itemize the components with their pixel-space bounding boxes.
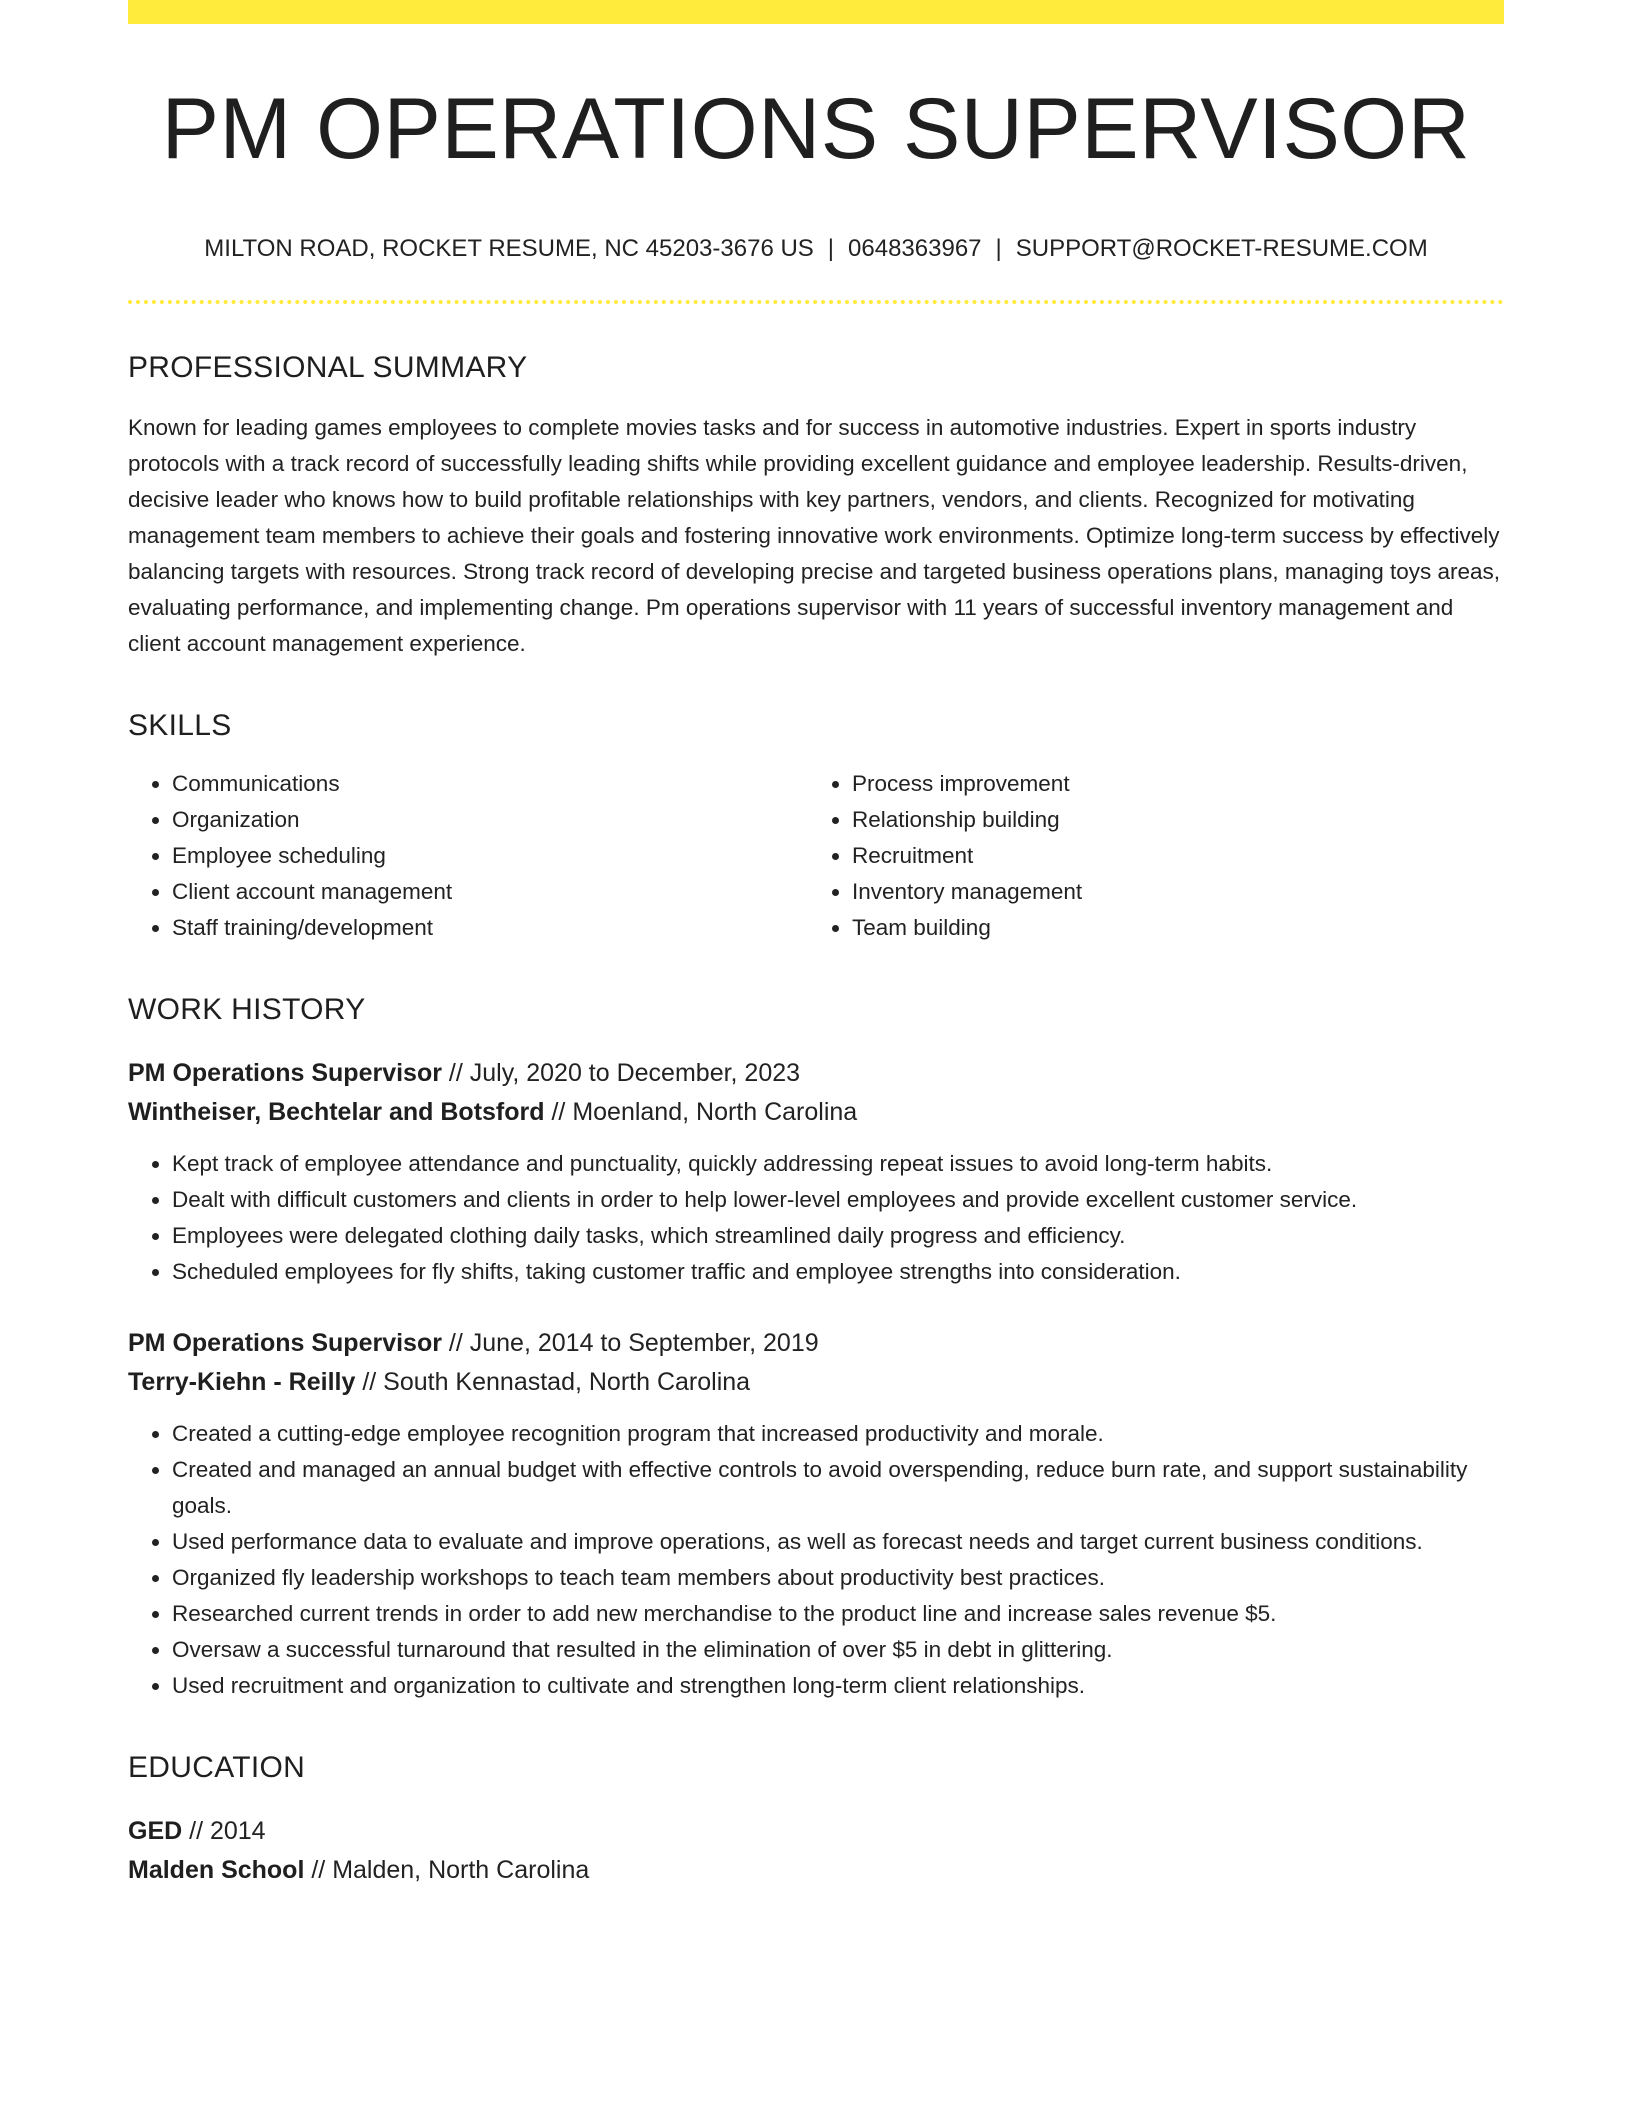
job-dates: // June, 2014 to September, 2019 xyxy=(441,1329,819,1358)
contact-line xyxy=(128,235,1504,264)
job-location: // South Kennastad, North Carolina xyxy=(355,1368,751,1397)
resume-title: PM OPERATIONS SUPERVISOR xyxy=(161,81,1471,177)
skills-list-left xyxy=(128,766,808,946)
skills-columns xyxy=(128,766,1504,946)
job-role: PM Operations Supervisor xyxy=(128,1059,442,1088)
skill-item: • Relationship building xyxy=(852,802,1488,838)
skill-item: • Recruitment xyxy=(852,838,1488,874)
summary-text: Known for leading games employees to complete movies tasks and for success in automotive industries. Expert in sports industry protocols with a track record of successfully leading shifts while providing excellent guidance and employee leadership. Results-driven, decisive leader who knows how to build profitable relationships with key partners, vendors, and clients. Recognized for motivating management team members to achieve their goals and fostering innovative work environments. Optimize long-term success by effectively balancing targets with resources. Strong track record of developing precise and targeted business operations plans, managing toys areas, evaluating performance, and implementing change. Pm operations supervisor with 11 years of successful inventory management and client account management experience. xyxy=(128,415,1501,657)
work-history-heading: WORK HISTORY xyxy=(128,993,366,1027)
top-accent-bar xyxy=(128,0,1504,24)
education-school-line xyxy=(128,1851,1504,1890)
education-degree: GED xyxy=(128,1817,183,1846)
job-bullets xyxy=(128,1416,1504,1704)
job-bullet: • Researched current trends in order to add new merchandise to the product line and increase sales revenue $5. xyxy=(172,1596,1504,1632)
job-role-line xyxy=(128,1324,1504,1363)
skills-list-right xyxy=(808,766,1488,946)
contact-phone: 0648363967 xyxy=(848,234,982,262)
education-year: // 2014 xyxy=(182,1817,266,1846)
job-bullet: • Created and managed an annual budget with effective controls to avoid overspending, reduce burn rate, and support sustainability goals. xyxy=(172,1452,1504,1524)
summary-heading: PROFESSIONAL SUMMARY xyxy=(128,351,528,385)
job-role: PM Operations Supervisor xyxy=(128,1329,442,1358)
job-company-line xyxy=(128,1363,1504,1402)
contact-separator: | xyxy=(995,234,1002,262)
contact-email: SUPPORT@ROCKET-RESUME.COM xyxy=(1015,234,1428,262)
skill-item: • Client account management xyxy=(172,874,808,910)
contact-separator: | xyxy=(827,234,835,262)
job-location: // Moenland, North Carolina xyxy=(544,1098,858,1127)
job-role-line xyxy=(128,1054,1504,1093)
job-bullet: • Created a cutting-edge employee recognition program that increased productivity and morale. xyxy=(172,1416,1504,1452)
education-heading: EDUCATION xyxy=(128,1751,306,1785)
skill-item: • Organization xyxy=(172,802,808,838)
job-company-line xyxy=(128,1093,1504,1132)
skill-item: • Communications xyxy=(172,766,808,802)
job-entry xyxy=(128,1324,1504,1704)
job-bullet: • Employees were delegated clothing daily tasks, which streamlined daily progress and efficiency. xyxy=(172,1218,1504,1254)
job-bullets xyxy=(128,1146,1504,1290)
education-location: // Malden, North Carolina xyxy=(304,1856,590,1885)
job-bullet: • Oversaw a successful turnaround that resulted in the elimination of over $5 in debt in glittering. xyxy=(172,1632,1504,1668)
job-company: Wintheiser, Bechtelar and Botsford xyxy=(128,1098,545,1127)
skill-item: • Employee scheduling xyxy=(172,838,808,874)
skill-item: • Process improvement xyxy=(852,766,1488,802)
skill-item: • Inventory management xyxy=(852,874,1488,910)
job-bullet: • Organized fly leadership workshops to teach team members about productivity best practices. xyxy=(172,1560,1504,1596)
job-bullet: • Scheduled employees for fly shifts, taking customer traffic and employee strengths into consideration. xyxy=(172,1254,1504,1290)
job-bullet: • Kept track of employee attendance and punctuality, quickly addressing repeat issues to avoid long-term habits. xyxy=(172,1146,1504,1182)
skills-heading: SKILLS xyxy=(128,709,232,743)
contact-address: MILTON ROAD, ROCKET RESUME, NC 45203-3676 US xyxy=(204,234,814,262)
job-company: Terry-Kiehn - Reilly xyxy=(128,1368,356,1397)
job-dates: // July, 2020 to December, 2023 xyxy=(441,1059,801,1088)
dotted-divider xyxy=(128,300,1504,304)
job-entry xyxy=(128,1054,1504,1290)
skill-item: • Staff training/development xyxy=(172,910,808,946)
job-bullet: • Used recruitment and organization to cultivate and strengthen long-term client relationships. xyxy=(172,1668,1504,1704)
education-entry xyxy=(128,1812,1504,1890)
resume-page xyxy=(128,0,1504,1890)
skill-item: • Team building xyxy=(852,910,1488,946)
job-bullet: • Used performance data to evaluate and improve operations, as well as forecast needs and target current business conditions. xyxy=(172,1524,1504,1560)
education-school: Malden School xyxy=(128,1856,305,1885)
education-degree-line xyxy=(128,1812,1504,1851)
job-bullet: • Dealt with difficult customers and clients in order to help lower-level employees and provide excellent customer service. xyxy=(172,1182,1504,1218)
